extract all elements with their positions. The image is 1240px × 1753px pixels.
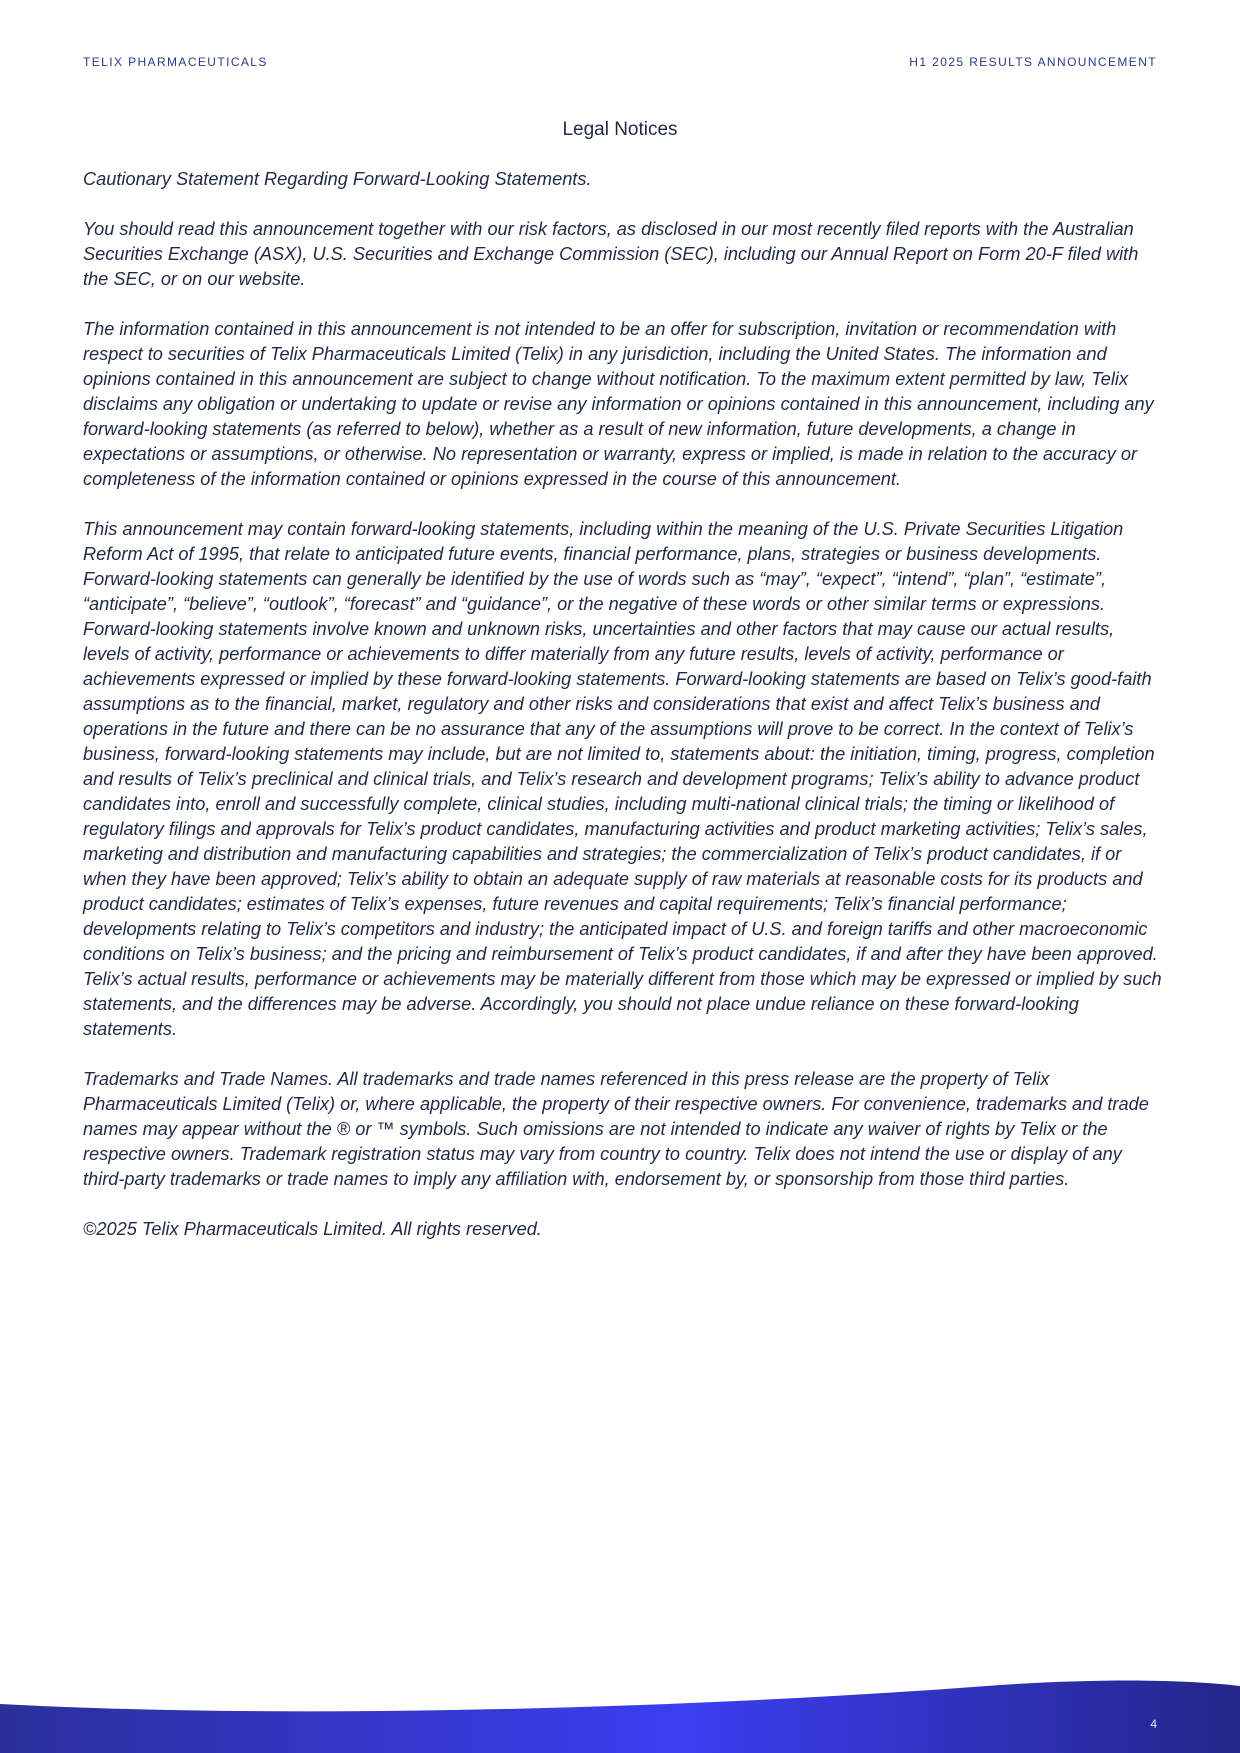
page-header <box>83 55 1157 71</box>
page-number: 4 <box>1150 1717 1157 1731</box>
legal-notices-body <box>83 167 1163 1267</box>
paragraph-no-offer: The information contained in this announcement is not intended to be an offer for subscription, invitation or recommendation with respect to securities of Telix Pharmaceuticals Limited (Telix) in any jurisdiction, including the United States. The information and opinions contained in this announcement are subject to change without notification. To the maximum extent permitted by law, Telix disclaims any obligation or undertaking to update or revise any information or opinions contained in this announcement, including any forward-looking statements (as referred to below), whether as a result of new information, future developments, a change in expectations or assumptions, or otherwise. No representation or warranty, express or implied, is made in relation to the accuracy or completeness of the information contained or opinions expressed in the course of this announcement. <box>83 319 1154 489</box>
footer-wave <box>0 1678 1240 1753</box>
page-title: Legal Notices <box>562 119 678 140</box>
header-company: TELIX PHARMACEUTICALS <box>83 55 268 69</box>
paragraph-trademarks: Trademarks and Trade Names. All trademarks and trade names referenced in this press release are the property of Telix Pharmaceuticals Limited (Telix) or, where applicable, the property of their respective owners. For convenience, trademarks and trade names may appear without the ® or ™ symbols. Such omissions are not intended to indicate any waiver of rights by Telix or the respective owners. Trademark registration status may vary from country to country. Telix does not intend the use or display of any third-party trademarks or trade names to imply any affiliation with, endorsement by, or sponsorship from those third parties. <box>83 1069 1149 1189</box>
forward-looking-heading: Cautionary Statement Regarding Forward-Looking Statements. <box>83 169 592 189</box>
paragraph-copyright: ©2025 Telix Pharmaceuticals Limited. All rights reserved. <box>83 1219 542 1239</box>
paragraph-risk-factors: You should read this announcement together with our risk factors, as disclosed in our most recently filed reports with the Australian Securities Exchange (ASX), U.S. Securities and Exchange Commission (SEC), including our Annual Report on Form 20-F filed with the SEC, or on our website. <box>83 219 1139 289</box>
header-document: H1 2025 RESULTS ANNOUNCEMENT <box>909 55 1157 69</box>
paragraph-forward-looking: This announcement may contain forward-looking statements, including within the meaning of the U.S. Private Securities Litigation Reform Act of 1995, that relate to anticipated future events, financial performance, plans, strategies or business developments. Forward-looking statements can generally be identified by the use of words such as “may”, “expect”, “intend”, “plan”, “estimate”, “anticipate”, “believe”, “outlook”, “forecast” and “guidance”, or the negative of these words or other similar terms or expressions. Forward-looking statements involve known and unknown risks, uncertainties and other factors that may cause our actual results, levels of activity, performance or achievements to differ materially from any future results, levels of activity, performance or achievements expressed or implied by these forward-looking statements. Forward-looking statements are based on Telix’s good-faith assumptions as to the financial, market, regulatory and other risks and considerations that exist and affect Telix’s business and operations in the future and there can be no assurance that any of the assumptions will prove to be correct. In the context of Telix’s business, forward-looking statements may include, but are not limited to, statements about: the initiation, timing, progress, completion and results of Telix’s preclinical and clinical trials, and Telix’s research and development programs; Telix’s ability to advance product candidates into, enroll and successfully complete, clinical studies, including multi-national clinical trials; the timing or likelihood of regulatory filings and approvals for Telix’s product candidates, manufacturing activities and product marketing activities; Telix’s sales, marketing and distribution and manufacturing capabilities and strategies; the commercialization of Telix’s product candidates, if or when they have been approved; Telix’s ability to obtain an adequate supply of raw materials at reasonable costs for its products and product candidates; estimates of Telix’s expenses, future revenues and capital requirements; Telix’s financial performance; developments relating to Telix’s competitors and industry; the anticipated impact of U.S. and foreign tariffs and other macroeconomic conditions on Telix’s business; and the pricing and reimbursement of Telix’s product candidates, if and after they have been approved. Telix’s actual results, performance or achievements may be materially different from those which may be expressed or implied by such statements, and the differences may be adverse. Accordingly, you should not place undue reliance on these forward-looking statements. <box>83 519 1162 1039</box>
